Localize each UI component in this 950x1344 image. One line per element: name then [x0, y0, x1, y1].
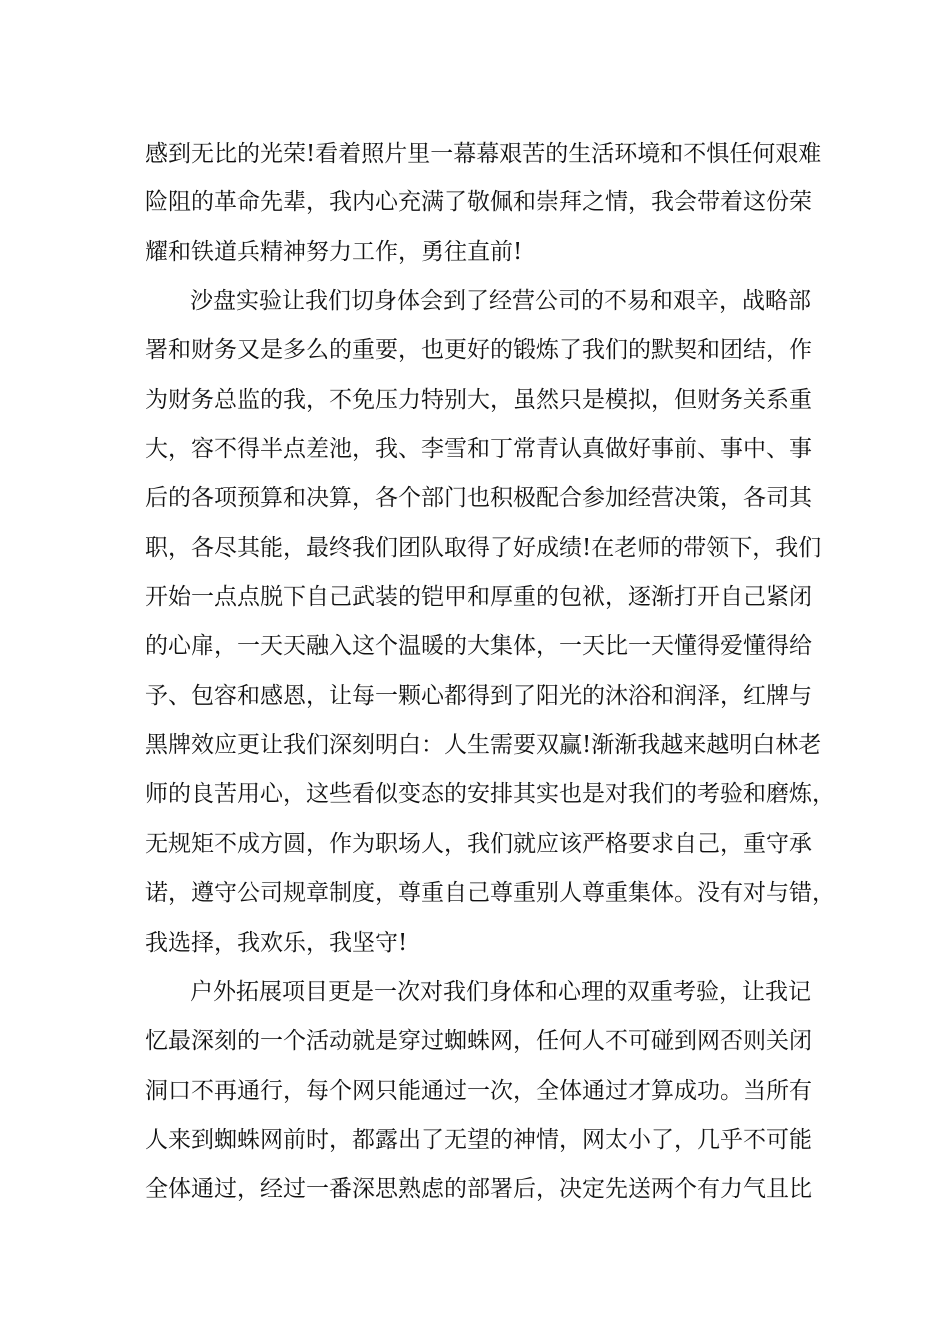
text-line: 开始一点点脱下自己武装的铠甲和厚重的包袱，逐渐打开自己紧闭: [145, 584, 812, 610]
text-line: 无规矩不成方圆，作为职场人，我们就应该严格要求自己，重守承: [145, 831, 812, 857]
text-line: 耀和铁道兵精神努力工作，勇往直前!: [145, 239, 523, 265]
text-line: 师的良苦用心，这些看似变态的安排其实也是对我们的考验和磨炼，: [145, 781, 835, 807]
text-line: 人来到蜘蛛网前时，都露出了无望的神情，网太小了，几乎不可能: [145, 1127, 812, 1153]
text-line: 予、包容和感恩，让每一颗心都得到了阳光的沐浴和润泽，红牌与: [145, 683, 812, 709]
text-line: 职，各尽其能，最终我们团队取得了好成绩!在老师的带领下，我们: [145, 535, 822, 561]
text-line: 大，容不得半点差池，我、李雪和丁常青认真做好事前、事中、事: [145, 436, 812, 462]
paragraph-start-line: 户外拓展项目更是一次对我们身体和心理的双重考验，让我记: [190, 979, 811, 1005]
text-line: 后的各项预算和决算，各个部门也积极配合参加经营决策，各司其: [145, 485, 812, 511]
text-line: 署和财务又是多么的重要，也更好的锻炼了我们的默契和团结，作: [145, 337, 812, 363]
text-line: 我选择，我欢乐，我坚守!: [145, 930, 408, 956]
text-line: 为财务总监的我，不免压力特别大，虽然只是模拟，但财务关系重: [145, 387, 812, 413]
text-line: 的心扉，一天天融入这个温暖的大集体，一天比一天懂得爱懂得给: [145, 633, 812, 659]
text-line: 洞口不再通行，每个网只能通过一次，全体通过才算成功。当所有: [145, 1078, 812, 1104]
text-line: 感到无比的光荣!看着照片里一幕幕艰苦的生活环境和不惧任何艰难: [145, 141, 822, 167]
text-line: 忆最深刻的一个活动就是穿过蜘蛛网，任何人不可碰到网否则关闭: [145, 1028, 812, 1054]
text-line: 诺，遵守公司规章制度，尊重自己尊重别人尊重集体。没有对与错，: [145, 880, 835, 906]
text-line: 黑牌效应更让我们深刻明白：人生需要双赢!渐渐我越来越明白林老: [145, 732, 822, 758]
paragraph-start-line: 沙盘实验让我们切身体会到了经营公司的不易和艰辛，战略部: [190, 288, 811, 314]
text-line: 全体通过，经过一番深思熟虑的部署后，决定先送两个有力气且比: [145, 1176, 812, 1202]
text-line: 险阻的革命先辈，我内心充满了敬佩和崇拜之情，我会带着这份荣: [145, 189, 812, 215]
